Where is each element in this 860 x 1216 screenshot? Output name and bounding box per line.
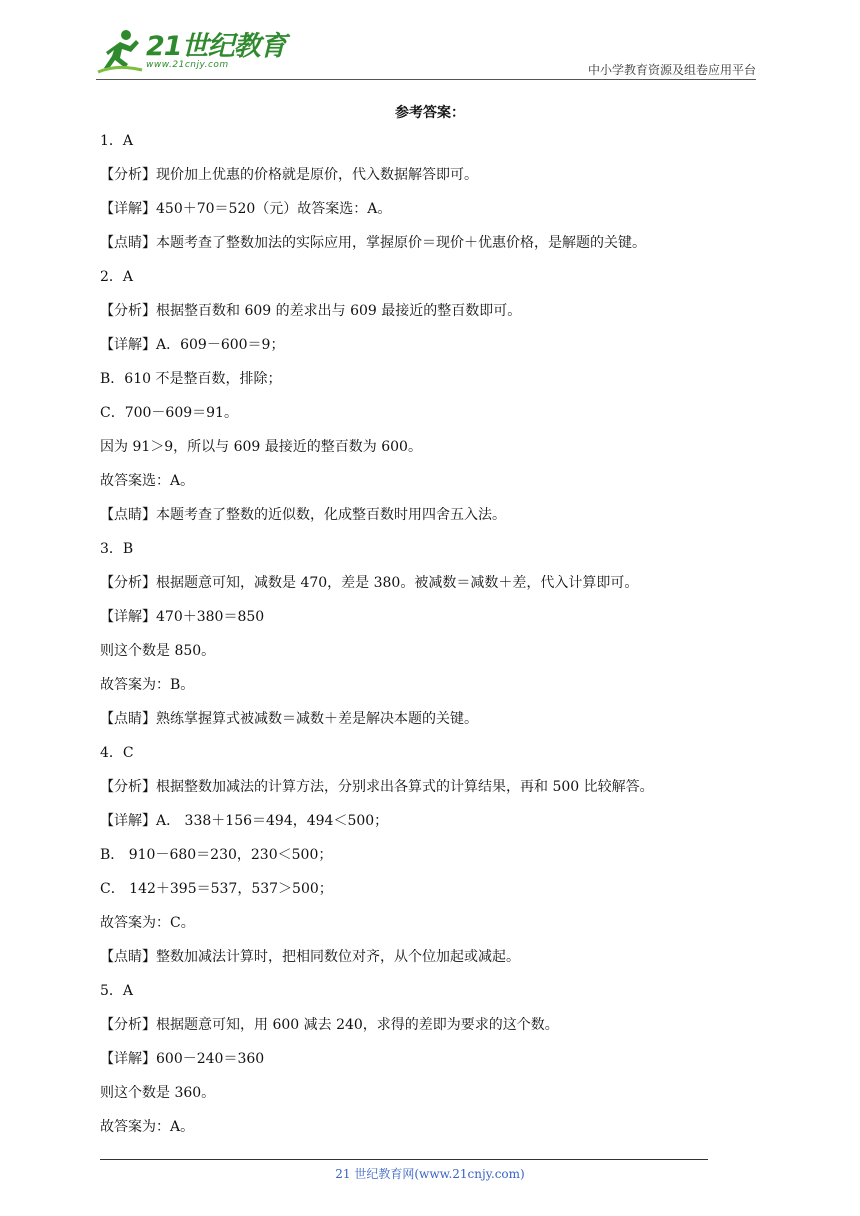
header-divider (96, 79, 756, 80)
text-line: 【点睛】整数加减法计算时，把相同数位对齐，从个位加起或减起。 (100, 949, 520, 965)
text-line: 【分析】根据整数加减法的计算方法，分别求出各算式的计算结果，再和 500 比较解答。 (100, 779, 654, 795)
answer-content (100, 124, 760, 1144)
text-line: 2．A (100, 269, 134, 285)
runner-logo-icon (96, 28, 144, 74)
text-line: 则这个数是 360。 (100, 1085, 216, 1101)
platform-name: 中小学教育资源及组卷应用平台 (587, 63, 756, 77)
text-line: 3．B (100, 541, 134, 557)
footer-divider (100, 1159, 708, 1160)
text-line: 1．A (100, 133, 134, 149)
logo-url: www.21cnjy.com (146, 59, 229, 70)
text-line: 【详解】470＋380＝850 (100, 609, 265, 625)
text-line: 【点睛】本题考查了整数的近似数，化成整百数时用四舍五入法。 (100, 507, 506, 523)
text-line: 【分析】现价加上优惠的价格就是原价，代入数据解答即可。 (100, 167, 478, 183)
text-line: 故答案为：A。 (100, 1119, 195, 1135)
text-line: 5．A (100, 983, 134, 999)
answer-title: 参考答案： (395, 105, 465, 121)
text-line: 【点睛】本题考查了整数加法的实际应用，掌握原价＝现价＋优惠价格，是解题的关键。 (100, 235, 646, 251)
text-line: 则这个数是 850。 (100, 643, 216, 659)
text-line: B． 910－680＝230，230＜500； (100, 847, 333, 863)
text-line: 故答案选：A。 (100, 473, 195, 489)
text-line: 故答案为：B。 (100, 677, 195, 693)
text-line: 【分析】根据整百数和 609 的差求出与 609 最接近的整百数即可。 (100, 303, 522, 319)
page-header (96, 28, 756, 80)
text-line: 【分析】根据题意可知，用 600 减去 240，求得的差即为要求的这个数。 (100, 1017, 559, 1033)
text-line: 4．C (100, 745, 134, 761)
text-line: B．610 不是整百数，排除； (100, 371, 282, 387)
footer-link[interactable]: 21 世纪教育网(www.21cnjy.com) (335, 1167, 525, 1181)
logo (96, 28, 286, 74)
text-line: 【详解】450＋70＝520（元）故答案选：A。 (100, 201, 392, 217)
text-line: 【分析】根据题意可知，减数是 470，差是 380。被减数＝减数＋差，代入计算即可。 (100, 575, 639, 591)
logo-text: 21世纪教育 (146, 30, 286, 62)
text-line: C．700－609＝91。 (100, 405, 238, 421)
text-line: 【详解】A．609－600＝9； (100, 337, 285, 353)
text-line: 因为 91＞9，所以与 609 最接近的整百数为 600。 (100, 439, 422, 455)
text-line: 【详解】A． 338＋156＝494，494＜500； (100, 813, 389, 829)
text-line: 故答案为：C。 (100, 915, 195, 931)
text-line: 【详解】600－240＝360 (100, 1051, 265, 1067)
text-line: C． 142＋395＝537，537＞500； (100, 881, 333, 897)
text-line: 【点睛】熟练掌握算式被减数＝减数＋差是解决本题的关键。 (100, 711, 478, 727)
